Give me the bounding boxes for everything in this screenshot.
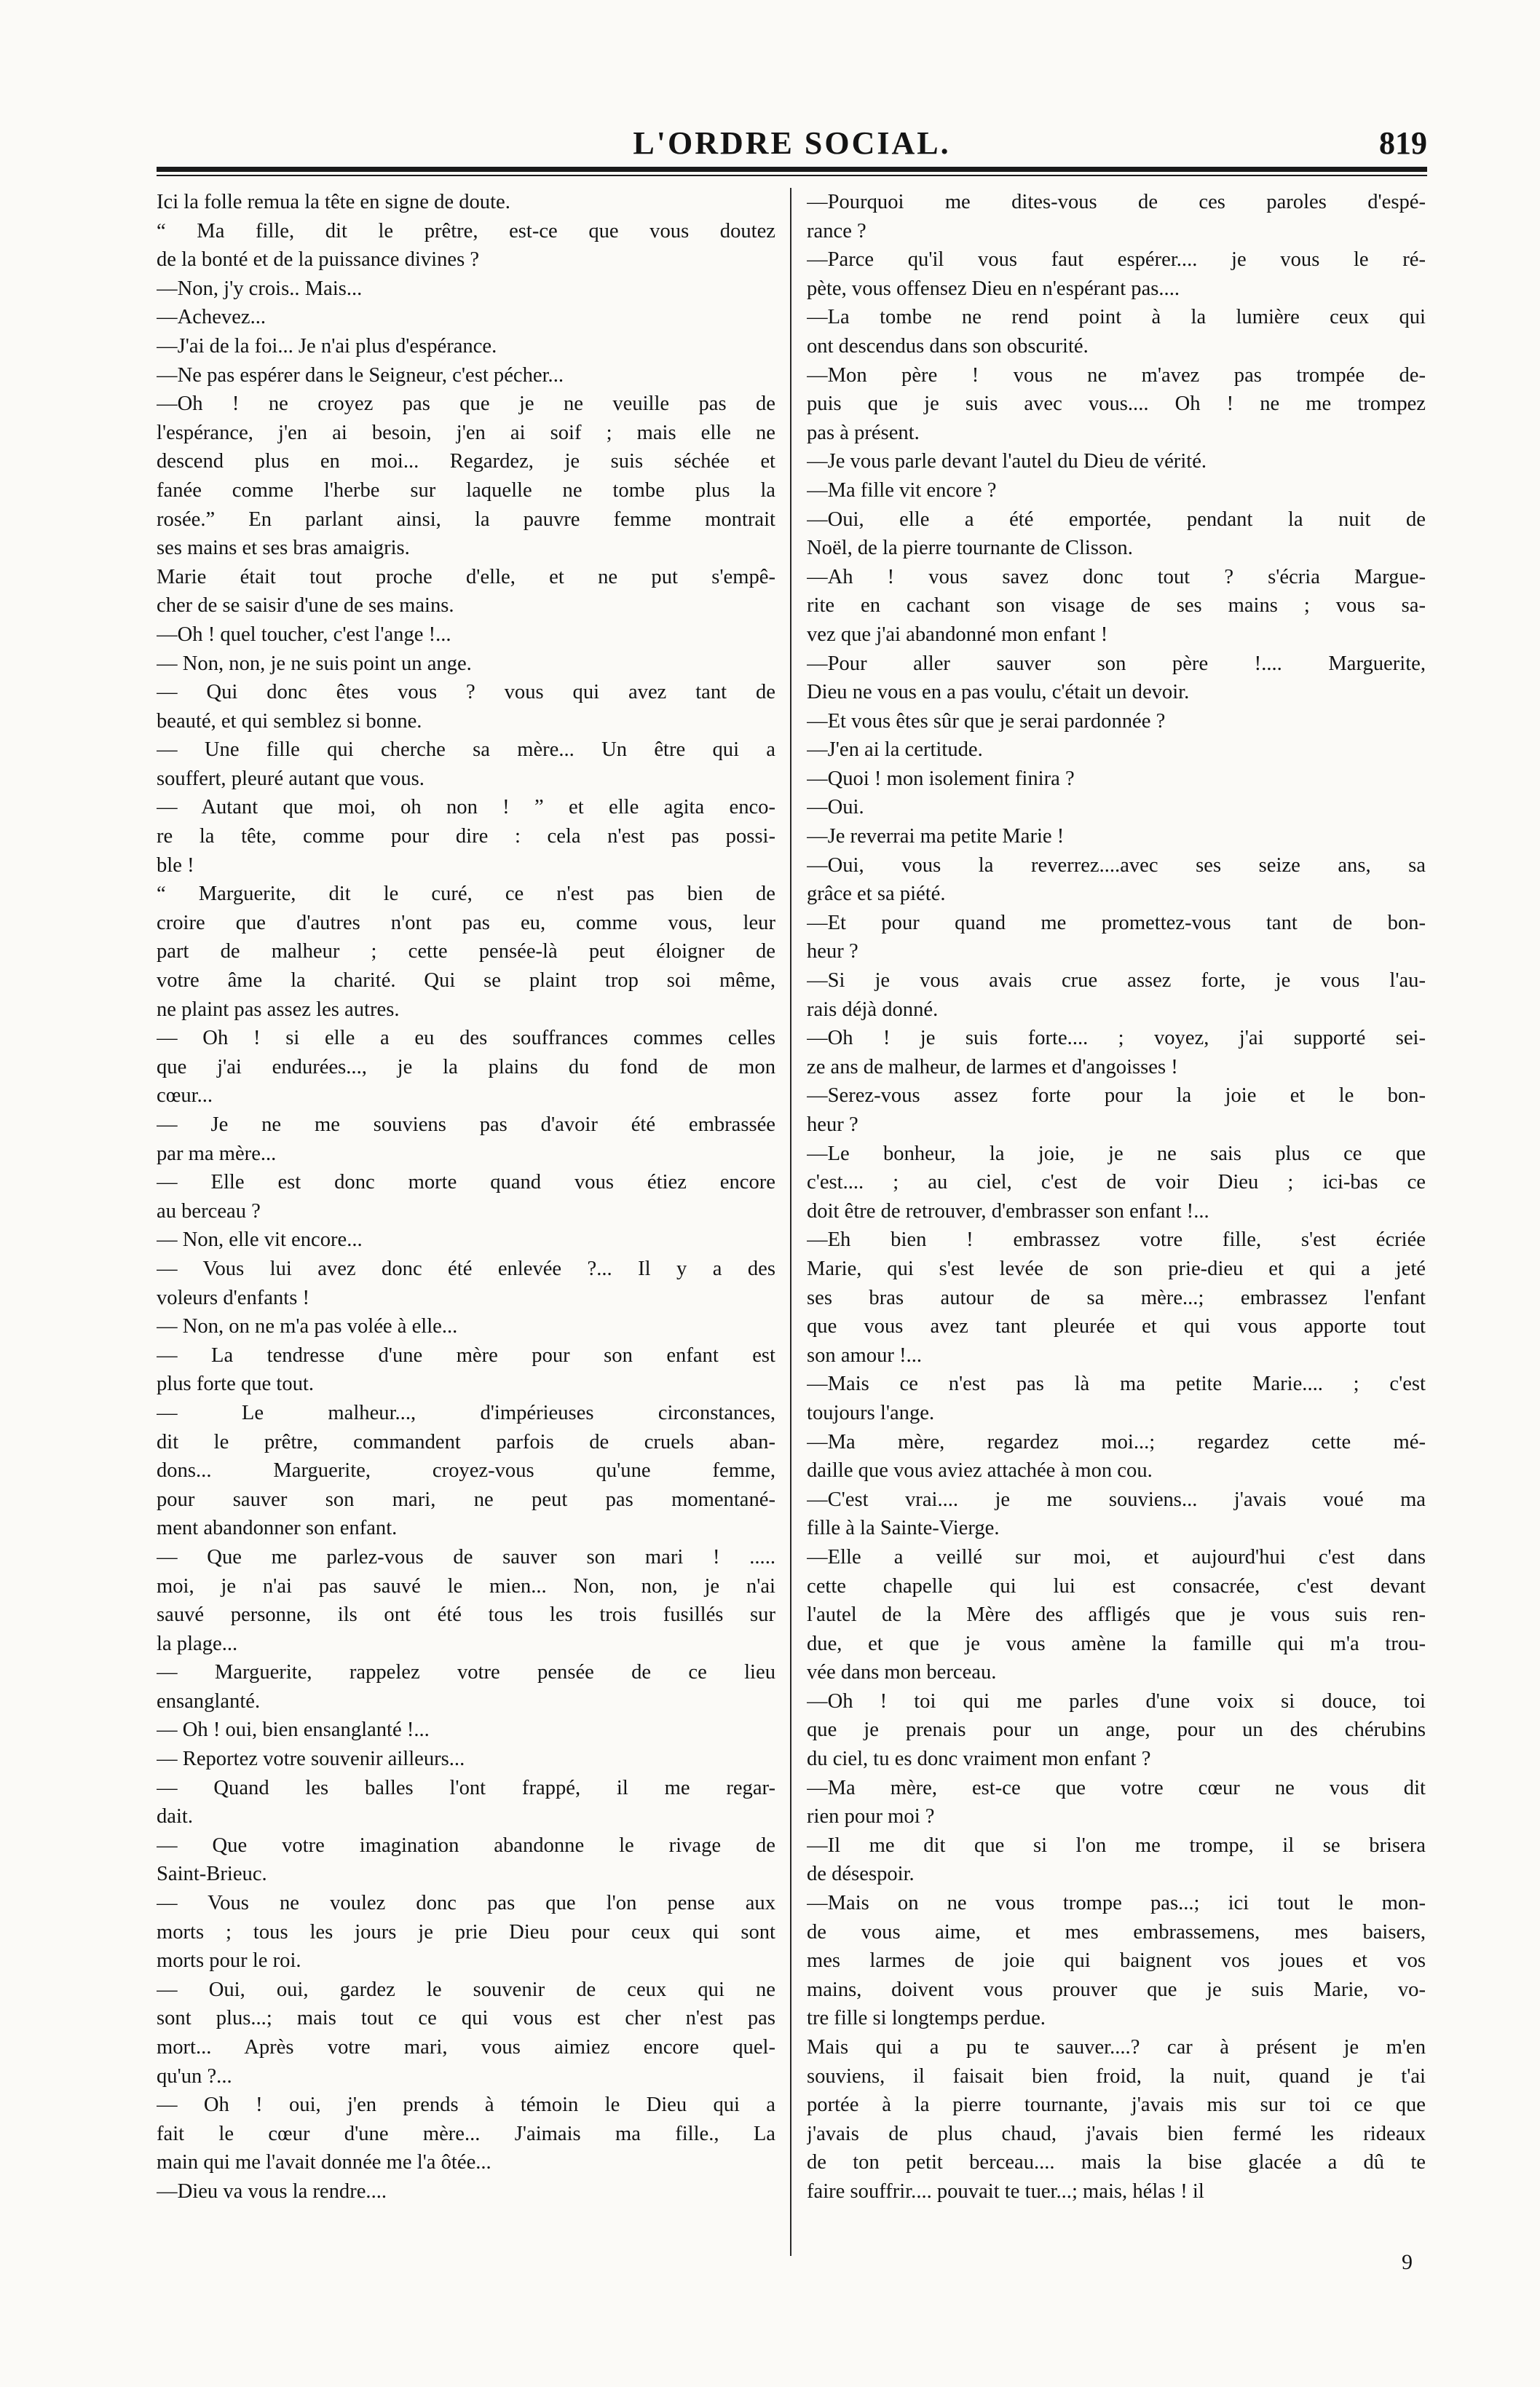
text-line: Saint-Brieuc. xyxy=(157,1863,267,1886)
text-line: de la bonté et de la puissance divines ? xyxy=(157,248,480,272)
text-line: Mais qui a pu te sauver....? car à présent je m'en xyxy=(807,2036,1426,2059)
text-line: ble ! xyxy=(157,853,194,877)
text-line: “ Marguerite, dit le curé, ce n'est pas bien de xyxy=(157,883,775,906)
text-line: —Si je vous avais crue assez forte, je vous l'au- xyxy=(807,969,1426,993)
text-line: —Oh ! toi qui me parles d'une voix si douce, toi xyxy=(807,1689,1426,1713)
text-line: l'espérance, j'en ai besoin, j'en ai soif ; mais elle ne xyxy=(157,421,775,444)
text-line: — Oui, oui, gardez le souvenir de ceux qui ne xyxy=(157,1978,775,2001)
text-line: — Marguerite, rappelez votre pensée de ce lieu xyxy=(157,1661,775,1684)
page-header xyxy=(157,120,1427,164)
text-line: rien pour moi ? xyxy=(807,1805,935,1828)
text-line: rite en cachant son visage de ses mains ; vous sa- xyxy=(807,594,1426,618)
left-text-column xyxy=(157,188,775,2270)
text-line: mains, doivent vous prouver que je suis Marie, vo- xyxy=(807,1978,1426,2001)
text-line: portée à la pierre tournante, j'avais mis sur toi ce que xyxy=(807,2094,1426,2117)
text-line: re la tête, comme pour dire : cela n'est pas possi- xyxy=(157,825,775,848)
text-line: puis que je suis avec vous.... Oh ! ne me trompez xyxy=(807,392,1426,416)
text-line: “ Ma fille, dit le prêtre, est-ce que vous doutez xyxy=(157,219,775,242)
text-line: ses mains et ses bras amaigris. xyxy=(157,537,410,560)
text-line: —Non, j'y crois.. Mais... xyxy=(157,277,363,300)
text-line: dit le prêtre, commandent parfois de cruels aban- xyxy=(157,1430,775,1453)
text-line: — Non, on ne m'a pas volée à elle... xyxy=(157,1315,458,1338)
text-line: doit être de retrouver, d'embrasser son enfant !... xyxy=(807,1199,1209,1223)
text-line: —Pour aller sauver son père !.... Marguerite, xyxy=(807,652,1426,675)
text-line: —Oui. xyxy=(807,796,864,819)
text-line: —La tombe ne rend point à la lumière ceux qui xyxy=(807,306,1426,329)
text-line: —Je vous parle devant l'autel du Dieu de vérité. xyxy=(807,450,1207,473)
text-line: —Pourquoi me dites-vous de ces paroles d'espé- xyxy=(807,191,1426,213)
text-line: due, et que je vous amène la famille qui m'a trou- xyxy=(807,1632,1426,1655)
text-line: —Et pour quand me promettez-vous tant de bon- xyxy=(807,911,1426,934)
text-line: cher de se saisir d'une de ses mains. xyxy=(157,594,454,618)
text-line: —Ah ! vous savez donc tout ? s'écria Margue- xyxy=(807,565,1426,588)
text-line: — Que me parlez-vous de sauver son mari ! ..... xyxy=(157,1545,775,1569)
text-line: Noël, de la pierre tournante de Clisson. xyxy=(807,537,1133,560)
text-line: morts pour le roi. xyxy=(157,1949,301,1973)
text-line: croire que d'autres n'ont pas eu, comme vous, leur xyxy=(157,911,775,934)
text-line: j'avais de plus chaud, j'avais bien fermé les rideaux xyxy=(807,2122,1426,2145)
text-line: dons... Marguerite, croyez-vous qu'une femme, xyxy=(157,1459,775,1483)
text-line: qu'un ?... xyxy=(157,2064,232,2088)
text-line: faire souffrir.... pouvait te tuer...; mais, hélas ! il xyxy=(807,2179,1204,2203)
text-line: —Il me dit que si l'on me trompe, il se brisera xyxy=(807,1834,1426,1857)
text-line: ze ans de malheur, de larmes et d'angoisses ! xyxy=(807,1055,1178,1078)
text-line: —Le bonheur, la joie, je ne sais plus ce que xyxy=(807,1142,1426,1165)
text-line: fanée comme l'herbe sur laquelle ne tombe plus la xyxy=(157,478,775,502)
text-line: c'est.... ; au ciel, c'est de voir Dieu ; ici-bas ce xyxy=(807,1171,1426,1194)
text-line: que j'ai endurées..., je la plains du fond de mon xyxy=(157,1055,775,1078)
text-line: ne plaint pas assez les autres. xyxy=(157,998,400,1021)
text-line: —Oh ! ne croyez pas que je ne veuille pas de xyxy=(157,392,775,416)
text-line: de vous aime, et mes embrassemens, mes baisers, xyxy=(807,1920,1426,1944)
text-line: fait le cœur d'une mère... J'aimais ma fille., La xyxy=(157,2122,775,2145)
text-line: —Ma fille vit encore ? xyxy=(807,478,997,502)
text-line: vez que j'ai abandonné mon enfant ! xyxy=(807,623,1108,646)
text-line: sont plus...; mais tout ce qui vous est cher n'est pas xyxy=(157,2007,775,2030)
text-line: ses bras autour de sa mère...; embrassez l'enfant xyxy=(807,1286,1426,1309)
text-line: —Mon père ! vous ne m'avez pas trompée de- xyxy=(807,363,1426,387)
text-line: —Oh ! je suis forte.... ; voyez, j'ai supporté sei- xyxy=(807,1027,1426,1050)
text-line: —Oui, elle a été emportée, pendant la nuit de xyxy=(807,508,1426,531)
text-line: fille à la Sainte-Vierge. xyxy=(807,1517,1000,1540)
text-line: —Oui, vous la reverrez....avec ses seize ans, sa xyxy=(807,853,1426,877)
text-line: du ciel, tu es donc vraiment mon enfant ? xyxy=(807,1748,1151,1771)
text-line: — Autant que moi, oh non ! ” et elle agita enco- xyxy=(157,796,775,819)
text-line: — Elle est donc morte quand vous étiez encore xyxy=(157,1171,775,1194)
text-line: —Dieu va vous la rendre.... xyxy=(157,2179,387,2203)
text-line: —Serez-vous assez forte pour la joie et le bon- xyxy=(807,1084,1426,1108)
text-line: toujours l'ange. xyxy=(807,1401,935,1424)
text-line: descend plus en moi... Regardez, je suis séchée et xyxy=(157,450,775,473)
text-line: beauté, et qui semblez si bonne. xyxy=(157,709,422,733)
text-line: son amour !... xyxy=(807,1344,923,1367)
text-line: par ma mère... xyxy=(157,1142,277,1165)
text-line: daille que vous aviez attachée à mon cou. xyxy=(807,1459,1153,1483)
text-line: cœur... xyxy=(157,1084,213,1108)
text-line: mes larmes de joie qui baignent vos joues et vos xyxy=(807,1949,1426,1973)
text-line: tre fille si longtemps perdue. xyxy=(807,2007,1046,2030)
text-line: — Oh ! si elle a eu des souffrances commes celles xyxy=(157,1027,775,1050)
text-line: — Vous lui avez donc été enlevée ?... Il y a des xyxy=(157,1257,775,1280)
text-line: vée dans mon berceau. xyxy=(807,1661,997,1684)
text-line: dait. xyxy=(157,1805,194,1828)
column-divider xyxy=(790,188,791,2256)
text-line: — Le malheur..., d'impérieuses circonstances, xyxy=(157,1401,775,1424)
text-line: pète, vous offensez Dieu en n'espérant pas.... xyxy=(807,277,1180,300)
text-line: souffert, pleuré autant que vous. xyxy=(157,767,425,790)
text-line: — Qui donc êtes vous ? vous qui avez tant de xyxy=(157,681,775,704)
text-line: —J'en ai la certitude. xyxy=(807,738,983,762)
text-line: — Que votre imagination abandonne le rivage de xyxy=(157,1834,775,1857)
text-line: —Achevez... xyxy=(157,306,266,329)
text-line: Ici la folle remua la tête en signe de doute. xyxy=(157,191,510,213)
text-line: —Et vous êtes sûr que je serai pardonnée ? xyxy=(807,709,1166,733)
text-line: rance ? xyxy=(807,219,866,242)
text-line: — Quand les balles l'ont frappé, il me regar- xyxy=(157,1776,775,1799)
text-line: moi, je n'ai pas sauvé le mien... Non, non, je n'ai xyxy=(157,1574,775,1598)
text-line: plus forte que tout. xyxy=(157,1373,315,1396)
header-rule-thin xyxy=(157,175,1427,176)
text-line: ment abandonner son enfant. xyxy=(157,1517,398,1540)
text-line: — Je ne me souviens pas d'avoir été embrassée xyxy=(157,1113,775,1136)
text-line: sauvé personne, ils ont été tous les trois fusillés sur xyxy=(157,1603,775,1627)
text-line: — Oh ! oui, bien ensanglanté !... xyxy=(157,1719,430,1742)
text-line: la plage... xyxy=(157,1632,238,1655)
text-line: —Elle a veillé sur moi, et aujourd'hui c'est dans xyxy=(807,1545,1426,1569)
text-line: grâce et sa piété. xyxy=(807,883,946,906)
text-line: —Ma mère, regardez moi...; regardez cette mé- xyxy=(807,1430,1426,1453)
text-line: cette chapelle qui lui est consacrée, c'est devant xyxy=(807,1574,1426,1598)
text-line: — Reportez votre souvenir ailleurs... xyxy=(157,1748,465,1771)
text-line: —Oh ! quel toucher, c'est l'ange !... xyxy=(157,623,451,646)
text-line: que je prenais pour un ange, pour un des chérubins xyxy=(807,1719,1426,1742)
text-line: —Ma mère, est-ce que votre cœur ne vous dit xyxy=(807,1776,1426,1799)
text-line: — Oh ! oui, j'en prends à témoin le Dieu qui a xyxy=(157,2094,775,2117)
text-line: — Non, elle vit encore... xyxy=(157,1228,363,1252)
page-number: 819 xyxy=(1379,125,1427,161)
text-line: votre âme la charité. Qui se plaint trop soi même, xyxy=(157,969,775,993)
text-line: —C'est vrai.... je me souviens... j'avais voué ma xyxy=(807,1488,1426,1511)
text-line: Marie, qui s'est levée de son prie-dieu et qui a jeté xyxy=(807,1257,1426,1280)
printer-signature-mark: 9 xyxy=(1402,2250,1413,2274)
text-line: mort... Après votre mari, vous aimiez encore quel- xyxy=(157,2036,775,2059)
text-line: de désespoir. xyxy=(807,1863,915,1886)
text-line: de ton petit berceau.... mais la bise glacée a dû te xyxy=(807,2151,1426,2174)
text-line: —Parce qu'il vous faut espérer.... je vous le ré- xyxy=(807,248,1426,272)
text-line: souviens, il faisait bien froid, la nuit, quand je t'ai xyxy=(807,2064,1426,2088)
text-line: —Quoi ! mon isolement finira ? xyxy=(807,767,1075,790)
text-line: heur ? xyxy=(807,940,858,963)
text-line: — Une fille qui cherche sa mère... Un être qui a xyxy=(157,738,775,762)
text-line: —Mais on ne vous trompe pas...; ici tout le mon- xyxy=(807,1892,1426,1915)
text-line: —Mais ce n'est pas là ma petite Marie.... ; c'est xyxy=(807,1373,1426,1396)
text-line: pas à présent. xyxy=(807,421,920,444)
page-title: L'ORDRE SOCIAL. xyxy=(633,125,951,161)
text-line: ont descendus dans son obscurité. xyxy=(807,334,1089,358)
text-line: part de malheur ; cette pensée-là peut éloigner de xyxy=(157,940,775,963)
text-line: pour sauver son mari, ne peut pas momentané- xyxy=(157,1488,775,1511)
text-line: morts ; tous les jours je prie Dieu pour ceux qui sont xyxy=(157,1920,775,1944)
text-line: rais déjà donné. xyxy=(807,998,939,1021)
header-rule-thick xyxy=(157,167,1427,172)
text-line: — Non, non, je ne suis point un ange. xyxy=(157,652,472,675)
text-line: —Je reverrai ma petite Marie ! xyxy=(807,825,1065,848)
text-line: heur ? xyxy=(807,1113,858,1136)
text-line: au berceau ? xyxy=(157,1199,261,1223)
text-line: rosée.” En parlant ainsi, la pauvre femme montrait xyxy=(157,508,775,531)
text-line: que vous avez tant pleurée et qui vous apporte tout xyxy=(807,1315,1426,1338)
text-line: —J'ai de la foi... Je n'ai plus d'espérance. xyxy=(157,334,497,358)
text-line: —Ne pas espérer dans le Seigneur, c'est pécher... xyxy=(157,363,564,387)
text-line: main qui me l'avait donnée me l'a ôtée... xyxy=(157,2151,491,2174)
text-line: ensanglanté. xyxy=(157,1689,261,1713)
text-line: —Eh bien ! embrassez votre fille, s'est écriée xyxy=(807,1228,1426,1252)
text-line: voleurs d'enfants ! xyxy=(157,1286,310,1309)
text-line: — La tendresse d'une mère pour son enfant est xyxy=(157,1344,775,1367)
text-line: l'autel de la Mère des affligés que je vous suis ren- xyxy=(807,1603,1426,1627)
right-text-column xyxy=(807,188,1426,2270)
text-line: — Vous ne voulez donc pas que l'on pense aux xyxy=(157,1892,775,1915)
text-line: Marie était tout proche d'elle, et ne put s'empê- xyxy=(157,565,775,588)
text-line: Dieu ne vous en a pas voulu, c'était un devoir. xyxy=(807,681,1190,704)
